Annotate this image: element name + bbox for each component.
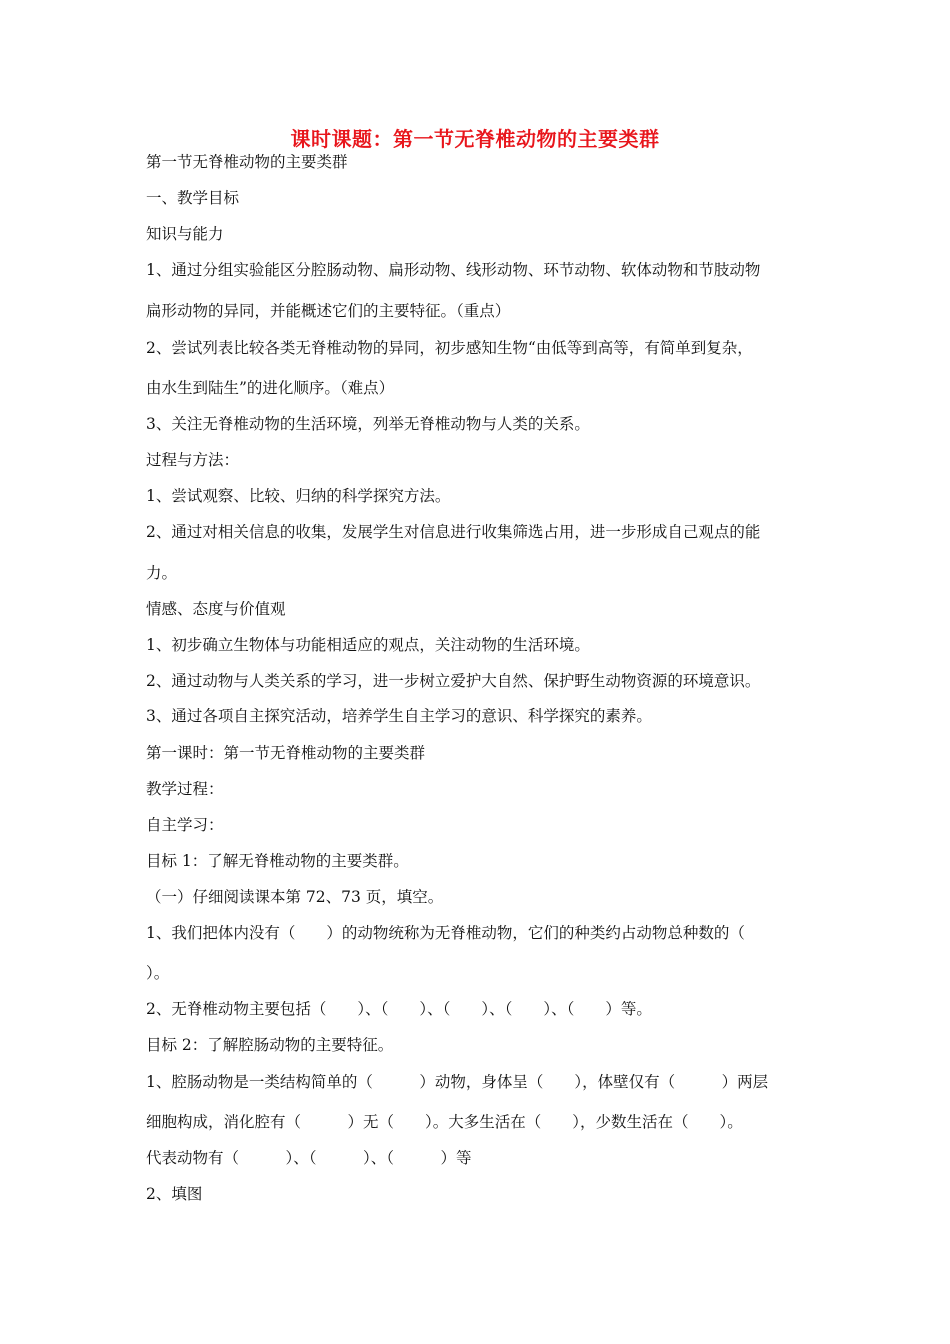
subsection-heading: 知识与能力	[146, 225, 224, 243]
text-line: 1、初步确立生物体与功能相适应的观点，关注动物的生活环境。	[146, 636, 590, 654]
text-line: 目标 2：了解腔肠动物的主要特征。	[146, 1036, 394, 1054]
section-heading: 第一节无脊椎动物的主要类群	[146, 153, 348, 171]
text-line: 力。	[146, 564, 178, 582]
text-line: 3、关注无脊椎动物的生活环境，列举无脊椎动物与人类的关系。	[146, 415, 590, 433]
text-line: 由水生到陆生”的进化顺序。（难点）	[146, 379, 395, 397]
text-line: 扁形动物的异同，并能概述它们的主要特征。（重点）	[146, 302, 511, 320]
text-line: 细胞构成，消化腔有（ ）无（ ）。大多生活在（ ），少数生活在（ ）。	[146, 1113, 743, 1131]
text-line: 2、尝试列表比较各类无脊椎动物的异同，初步感知生物“由低等到高等，有简单到复杂，	[146, 339, 753, 357]
subsection-heading: 过程与方法：	[146, 451, 240, 469]
text-line: 2、填图	[146, 1185, 203, 1203]
text-line: （一）仔细阅读课本第 72、73 页，填空。	[146, 888, 444, 906]
text-line: 2、无脊椎动物主要包括（ ）、（ ）、（ ）、（ ）、（ ）等。	[146, 1000, 652, 1018]
section-heading: 第一课时：第一节无脊椎动物的主要类群	[146, 744, 426, 762]
text-line: 1、通过分组实验能区分腔肠动物、扁形动物、线形动物、环节动物、软体动物和节肢动物	[146, 261, 761, 279]
text-line: 2、通过对相关信息的收集，发展学生对信息进行收集筛选占用，进一步形成自己观点的能	[146, 523, 761, 541]
text-line: 3、通过各项自主探究活动，培养学生自主学习的意识、科学探究的素养。	[146, 707, 652, 725]
text-line: ）。	[146, 964, 170, 982]
text-line: 自主学习：	[146, 816, 224, 834]
text-line: 1、尝试观察、比较、归纳的科学探究方法。	[146, 487, 451, 505]
text-line: 2、通过动物与人类关系的学习，进一步树立爱护大自然、保护野生动物资源的环境意识。	[146, 672, 761, 690]
document-title: 课时课题：第一节无脊椎动物的主要类群	[290, 127, 660, 151]
text-line: 目标 1：了解无脊椎动物的主要类群。	[146, 852, 409, 870]
section-heading: 一、教学目标	[146, 189, 240, 207]
subsection-heading: 情感、态度与价值观	[146, 600, 286, 618]
text-line: 1、腔肠动物是一类结构简单的（ ）动物，身体呈（ ），体壁仅有（ ）两层	[146, 1073, 769, 1091]
text-line: 教学过程：	[146, 780, 224, 798]
text-line: 代表动物有（ ）、（ ）、（ ）等	[146, 1149, 472, 1167]
text-line: 1、我们把体内没有（ ）的动物统称为无脊椎动物，它们的种类约占动物总种数的（	[146, 924, 745, 942]
